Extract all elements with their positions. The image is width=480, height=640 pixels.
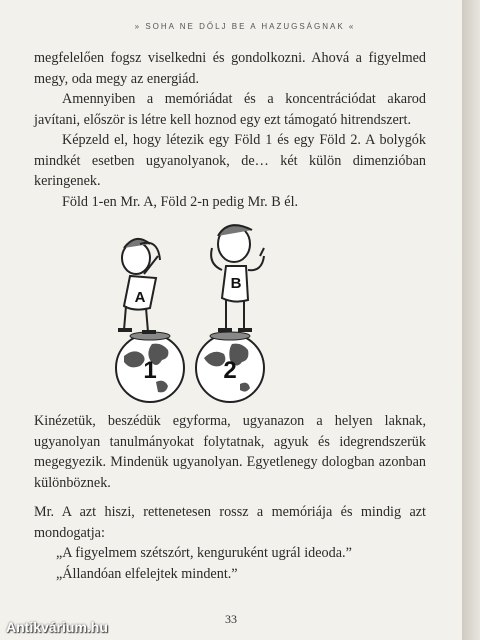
figure-a bbox=[118, 239, 160, 332]
paragraph-3: Képzeld el, hogy létezik egy Föld 1 és egy Föld 2. A bolygók mindkét esetben ugyanolyanok, de… két külön dimenzióban keringenek. bbox=[34, 132, 426, 189]
text-block-middle bbox=[34, 411, 426, 493]
globe-2-label: 2 bbox=[223, 357, 237, 384]
paragraph-2: Amennyiben a memóriádat és a koncentrációdat akarod javítani, először is létre kell hoznod egy ezt támogató hitrendszert. bbox=[34, 91, 426, 128]
page-edge bbox=[462, 0, 480, 640]
figure-b-label: B bbox=[230, 275, 242, 292]
paragraph-1: megfelelően fogsz viselkedni és gondolkozni. Ahová a figyelmed megy, oda megy az energiád. bbox=[34, 50, 426, 87]
text-block-bottom bbox=[34, 502, 426, 584]
paragraph-5: Kinézetük, beszédük egyforma, ugyanazon a helyen laknak, ugyanolyan tanulmányokat folytatnak, agyuk és idegrendszerük megegyezik. Mindenük ugyanolyan. Egyetlenegy dologban azonban különböznek. bbox=[34, 413, 426, 491]
text-block-top bbox=[34, 48, 426, 212]
quote-1: „A figyelmem szétszórt, kenguruként ugrál ideoda.” bbox=[56, 545, 352, 561]
paragraph-6: Mr. A azt hiszi, rettenetesen rossz a memóriája és mindig azt mondogatja: bbox=[34, 504, 426, 541]
illustration-figures-on-globes bbox=[100, 218, 390, 406]
watermark: Antikvárium.hu bbox=[6, 619, 108, 635]
paragraph-4: Föld 1-en Mr. A, Föld 2-n pedig Mr. B él. bbox=[62, 193, 299, 210]
globe-1-label: 1 bbox=[143, 357, 157, 384]
page-number: 33 bbox=[225, 612, 237, 626]
figure-a-label: A bbox=[134, 289, 146, 306]
quote-2: „Állandóan elfelejtek mindent.” bbox=[56, 565, 238, 582]
running-header: » SOHA NE DŐLJ BE A HAZUGSÁGNAK « bbox=[134, 22, 356, 31]
